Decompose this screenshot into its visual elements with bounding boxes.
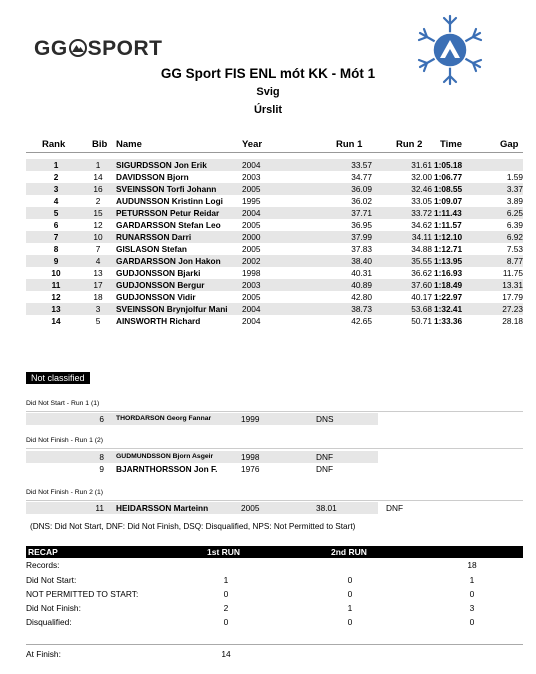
name-cell: BJARNTHORSSON Jon F. (116, 464, 218, 474)
name-cell: GARDARSSON Stefan Leo (116, 220, 221, 230)
name-cell: AINSWORTH Richard (116, 316, 201, 326)
table-row (26, 207, 523, 219)
run2-cell: 40.17 (411, 292, 432, 302)
name-cell: GUDMUNDSSON Bjorn Asgeir (116, 453, 214, 460)
run1-cell: DNS (316, 414, 334, 424)
year-cell: 2005 (242, 244, 261, 254)
recap-v2: 0 (347, 575, 353, 585)
gap-cell: 3.37 (506, 184, 523, 194)
time-cell: 1:22.97 (434, 292, 463, 302)
bib-cell: 16 (93, 184, 103, 194)
recap-header (26, 546, 523, 558)
rank-cell: 6 (53, 220, 59, 230)
gap-cell: 6.25 (506, 208, 523, 218)
rank-cell: 11 (51, 280, 61, 290)
run1-cell: 38.40 (351, 256, 372, 266)
bib-cell: 12 (93, 220, 103, 230)
time-cell: 1:12.10 (434, 232, 463, 242)
name-cell: GARDARSSON Jon Hakon (116, 256, 221, 266)
status-legend: (DNS: Did Not Start, DNF: Did Not Finish, DSQ: Disqualified, NPS: Not Permitted to Start) (30, 522, 356, 531)
recap-divider (26, 644, 523, 645)
name-cell: SVEINSSON Torfi Johann (116, 184, 217, 194)
run1-cell: DNF (316, 464, 334, 474)
year-cell: 2004 (242, 208, 261, 218)
recap-v1: 0 (223, 589, 229, 599)
recap-v3: 0 (469, 617, 475, 627)
col-rank: Rank (42, 139, 66, 150)
run2-cell: 35.55 (411, 256, 432, 266)
run2-cell: 53.68 (411, 304, 432, 314)
table-row (26, 291, 523, 303)
table-row (26, 255, 523, 267)
year-cell: 1976 (241, 464, 260, 474)
run1-cell: 42.65 (351, 316, 372, 326)
name-cell: PETURSSON Petur Reidar (116, 208, 220, 218)
recap-v1: 1 (223, 575, 229, 585)
col-run2: Run 2 (396, 139, 423, 150)
time-cell: 1:16.93 (434, 268, 463, 278)
time-cell: 1:06.77 (434, 172, 463, 182)
run2-cell: 33.05 (411, 196, 432, 206)
year-cell: 2004 (242, 160, 261, 170)
bib-cell: 8 (99, 452, 104, 462)
rank-cell: 10 (51, 268, 61, 278)
recap-label: Did Not Finish: (26, 603, 81, 613)
rank-cell: 12 (51, 292, 61, 302)
name-cell: HEIDARSSON Marteinn (116, 503, 209, 513)
rank-cell: 4 (53, 196, 59, 206)
col-gap: Gap (500, 139, 519, 150)
bib-cell: 4 (95, 256, 101, 266)
time-cell: 1:12.71 (434, 244, 463, 254)
discipline-title: Svig (256, 86, 280, 98)
gap-cell: 27.23 (502, 304, 523, 314)
recap-row (26, 588, 523, 601)
table-row (26, 195, 523, 207)
bib-cell: 6 (99, 414, 104, 424)
rank-cell: 14 (51, 316, 61, 326)
bib-cell: 15 (93, 208, 103, 218)
table-row (26, 171, 523, 183)
run1-cell: 37.83 (351, 244, 372, 254)
run2-cell: DNF (386, 503, 404, 513)
bib-cell: 7 (95, 244, 101, 254)
run1-cell: 38.01 (316, 503, 337, 513)
year-cell: 2000 (242, 232, 261, 242)
name-cell: SVEINSSON Brynjolfur Mani (116, 304, 228, 314)
run1-cell: 40.31 (351, 268, 372, 278)
gap-cell: 7.53 (506, 244, 523, 254)
group-divider (26, 500, 523, 501)
year-cell: 2004 (242, 304, 261, 314)
table-row (26, 303, 523, 315)
name-cell: RUNARSSON Darri (116, 232, 192, 242)
year-cell: 2005 (242, 292, 261, 302)
bib-cell: 14 (93, 172, 103, 182)
run1-cell: 42.80 (351, 292, 372, 302)
run2-cell: 31.61 (411, 160, 432, 170)
list-item (26, 502, 404, 514)
run2-cell: 34.88 (411, 244, 432, 254)
year-cell: 1995 (242, 196, 261, 206)
run2-cell: 32.46 (411, 184, 432, 194)
bib-cell: 17 (93, 280, 103, 290)
run1-cell: DNF (316, 452, 334, 462)
gap-cell: 17.79 (502, 292, 523, 302)
group-divider (26, 411, 523, 412)
at-finish-value: 14 (221, 649, 231, 659)
run1-cell: 37.99 (351, 232, 372, 242)
run1-cell: 36.09 (351, 184, 372, 194)
recap-v3: 3 (469, 603, 475, 613)
name-cell: GISLASON Stefan (116, 244, 187, 254)
recap-v1: 0 (223, 617, 229, 627)
recap-label: NOT PERMITTED TO START: (26, 589, 139, 599)
group-label-dnf-run2: Did Not Finish - Run 2 (1) (26, 489, 104, 496)
recap-label: Disqualified: (26, 617, 72, 627)
group-label-dns: Did Not Start - Run 1 (1) (26, 400, 100, 407)
table-row (26, 231, 523, 243)
list-item (26, 463, 378, 475)
recap-v2: 0 (347, 617, 353, 627)
name-cell: GUDJONSSON Bjarki (116, 268, 201, 278)
list-item (26, 413, 378, 425)
col-name: Name (116, 139, 142, 150)
gap-cell: 6.92 (506, 232, 523, 242)
year-cell: 2005 (242, 220, 261, 230)
table-row (26, 315, 523, 327)
rank-cell: 5 (53, 208, 59, 218)
rank-cell: 1 (53, 160, 59, 170)
name-cell: THORDARSON Georg Fannar (116, 415, 212, 422)
gap-cell: 13.31 (502, 280, 523, 290)
header-divider (26, 152, 523, 153)
recap-col-2nd-run: 2nd RUN (331, 547, 367, 557)
gap-cell: 1.59 (506, 172, 523, 182)
recap-label: Records: (26, 560, 60, 570)
run1-cell: 40.89 (351, 280, 372, 290)
run1-cell: 36.95 (351, 220, 372, 230)
run2-cell: 50.71 (411, 316, 432, 326)
year-cell: 2004 (242, 316, 261, 326)
run2-cell: 34.62 (411, 220, 432, 230)
gap-cell: 3.89 (506, 196, 523, 206)
rank-cell: 9 (53, 256, 59, 266)
recap-label: Did Not Start: (26, 575, 77, 585)
recap-v3: 1 (469, 575, 475, 585)
name-cell: GUDJONSSON Vidir (116, 292, 196, 302)
bib-cell: 5 (95, 316, 101, 326)
run2-cell: 34.11 (411, 232, 432, 242)
name-cell: SIGURDSSON Jon Erik (116, 160, 207, 170)
recap-v1: 2 (223, 603, 229, 613)
time-cell: 1:09.07 (434, 196, 463, 206)
time-cell: 1:18.49 (434, 280, 463, 290)
bib-cell: 9 (99, 464, 104, 474)
table-row (26, 183, 523, 195)
table-row (26, 243, 523, 255)
name-cell: GUDJONSSON Bergur (116, 280, 205, 290)
gap-cell: 8.77 (506, 256, 523, 266)
year-cell: 2005 (242, 184, 261, 194)
not-classified-label: Not classified (26, 372, 90, 384)
mountain-logo-icon (69, 39, 87, 57)
recap-row (26, 616, 523, 629)
time-cell: 1:32.41 (434, 304, 463, 314)
gap-cell: 6.39 (506, 220, 523, 230)
rank-cell: 8 (53, 244, 59, 254)
at-finish-row (26, 648, 523, 661)
run1-cell: 37.71 (351, 208, 372, 218)
recap-v3: 0 (469, 589, 475, 599)
year-cell: 2003 (242, 280, 261, 290)
table-row (26, 159, 523, 171)
bib-cell: 11 (95, 503, 104, 513)
rank-cell: 2 (53, 172, 59, 182)
event-title: GG Sport FIS ENL mót KK - Mót 1 (160, 66, 376, 81)
recap-row (26, 559, 523, 572)
table-row (26, 279, 523, 291)
recap-v2: 1 (347, 603, 353, 613)
recap-v2: 0 (347, 589, 353, 599)
time-cell: 1:33.36 (434, 316, 463, 326)
time-cell: 1:11.43 (434, 208, 462, 218)
gap-cell: 11.75 (502, 268, 523, 278)
recap-col-1st-run: 1st RUN (207, 547, 241, 557)
bib-cell: 3 (95, 304, 101, 314)
year-cell: 2005 (241, 503, 260, 513)
bib-cell: 18 (93, 292, 103, 302)
bib-cell: 10 (93, 232, 103, 242)
name-cell: AUDUNSSON Kristinn Logi (116, 196, 223, 206)
run1-cell: 36.02 (351, 196, 372, 206)
run2-cell: 33.72 (411, 208, 432, 218)
year-cell: 2003 (242, 172, 261, 182)
time-cell: 1:05.18 (434, 160, 463, 170)
table-row (26, 219, 523, 231)
col-bib: Bib (92, 139, 108, 150)
recap-row (26, 602, 523, 615)
bib-cell: 1 (95, 160, 101, 170)
group-label-dnf-run1: Did Not Finish - Run 1 (2) (26, 437, 104, 444)
run2-cell: 37.60 (411, 280, 432, 290)
bib-cell: 13 (93, 268, 103, 278)
run1-cell: 34.77 (351, 172, 372, 182)
rank-cell: 13 (51, 304, 61, 314)
list-item (26, 451, 378, 463)
rank-cell: 3 (53, 184, 59, 194)
run2-cell: 32.00 (411, 172, 432, 182)
name-cell: DAVIDSSON Bjorn (116, 172, 189, 182)
run1-cell: 33.57 (351, 160, 372, 170)
run1-cell: 38.73 (351, 304, 372, 314)
year-cell: 1999 (241, 414, 260, 424)
logo-left-text: GG (34, 37, 68, 60)
recap-title: RECAP (28, 547, 58, 557)
time-cell: 1:11.57 (434, 220, 462, 230)
at-finish-label: At Finish: (26, 649, 61, 659)
col-run1: Run 1 (336, 139, 363, 150)
brand-logo (34, 37, 163, 61)
run2-cell: 36.62 (411, 268, 432, 278)
year-cell: 1998 (242, 268, 261, 278)
stage-title: Úrslit (253, 104, 283, 116)
rank-cell: 7 (53, 232, 59, 242)
col-time: Time (440, 139, 463, 150)
group-divider (26, 448, 523, 449)
time-cell: 1:08.55 (434, 184, 463, 194)
recap-v3: 18 (467, 560, 477, 570)
logo-right-text: SPORT (87, 37, 163, 60)
table-row (26, 267, 523, 279)
year-cell: 1998 (241, 452, 260, 462)
recap-row (26, 574, 523, 587)
bib-cell: 2 (95, 196, 101, 206)
year-cell: 2002 (242, 256, 261, 266)
time-cell: 1:13.95 (434, 256, 463, 266)
col-year: Year (242, 139, 263, 150)
gap-cell: 28.18 (502, 316, 523, 326)
